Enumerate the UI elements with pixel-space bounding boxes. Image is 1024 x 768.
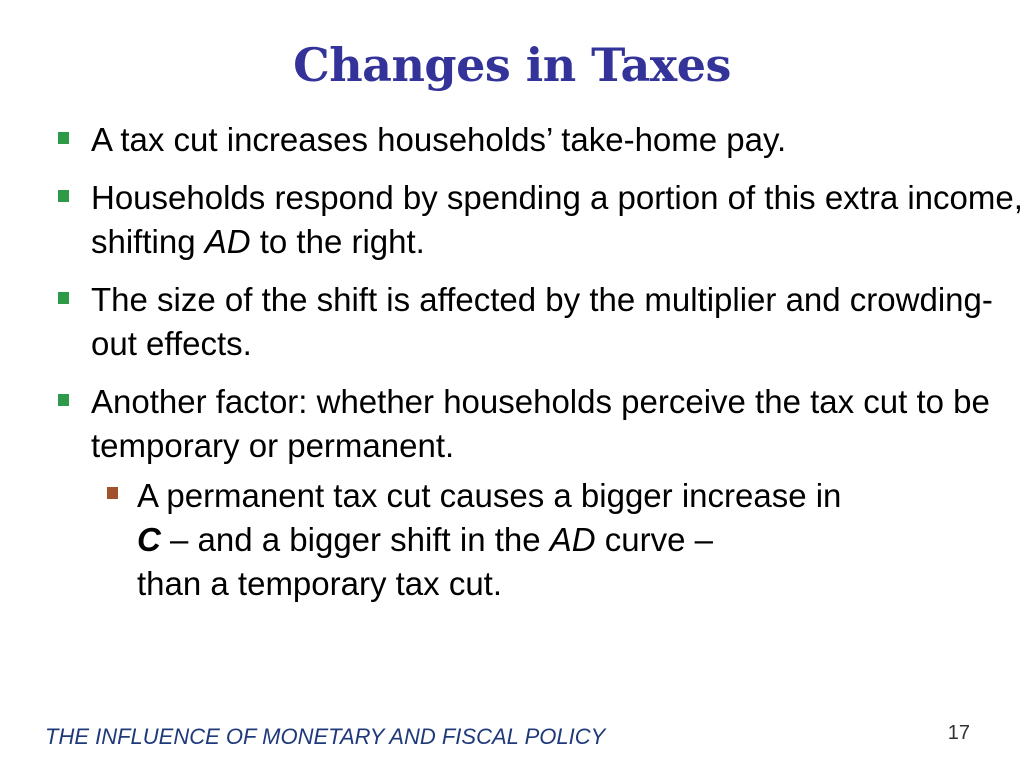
square-bullet-icon (58, 292, 69, 304)
square-bullet-icon (58, 190, 69, 202)
sub-bullet-mid: – and a bigger shift in the (160, 521, 550, 558)
square-sub-bullet-icon (107, 487, 118, 499)
ad-term: AD (204, 223, 251, 260)
square-bullet-icon (58, 132, 69, 144)
slide-footer: THE INFLUENCE OF MONETARY AND FISCAL POLICY (45, 724, 606, 749)
bullet-text: Another factor: whether households perceive the tax cut to be temporary or permanent. (91, 383, 990, 464)
c-term: C (137, 521, 161, 558)
bullet-text-pre: Households respond by spending a portion of this extra income, shifting (91, 179, 1023, 260)
page-number: 17 (947, 722, 970, 744)
slide-body (0, 118, 1024, 606)
square-bullet-icon (58, 394, 69, 406)
slide-title: Changes in Taxes (293, 38, 731, 92)
bullet-item-3 (0, 278, 1024, 366)
bullet-text: The size of the shift is affected by the multiplier and crowding-out effects. (91, 281, 993, 362)
bullet-item-2 (0, 176, 1024, 264)
bullet-text: A tax cut increases households’ take-home pay. (91, 121, 787, 158)
bullet-item-4 (0, 380, 1024, 468)
sub-bullet-post: curve – (595, 521, 714, 558)
ad-term: AD (549, 521, 596, 558)
sub-bullet-item (0, 474, 1024, 606)
bullet-item-1 (0, 118, 1024, 162)
bullet-text-post: to the right. (250, 223, 425, 260)
sub-bullet-line-1: A permanent tax cut causes a bigger increase in (137, 477, 842, 514)
sub-bullet-line-3: than a temporary tax cut. (137, 565, 503, 602)
